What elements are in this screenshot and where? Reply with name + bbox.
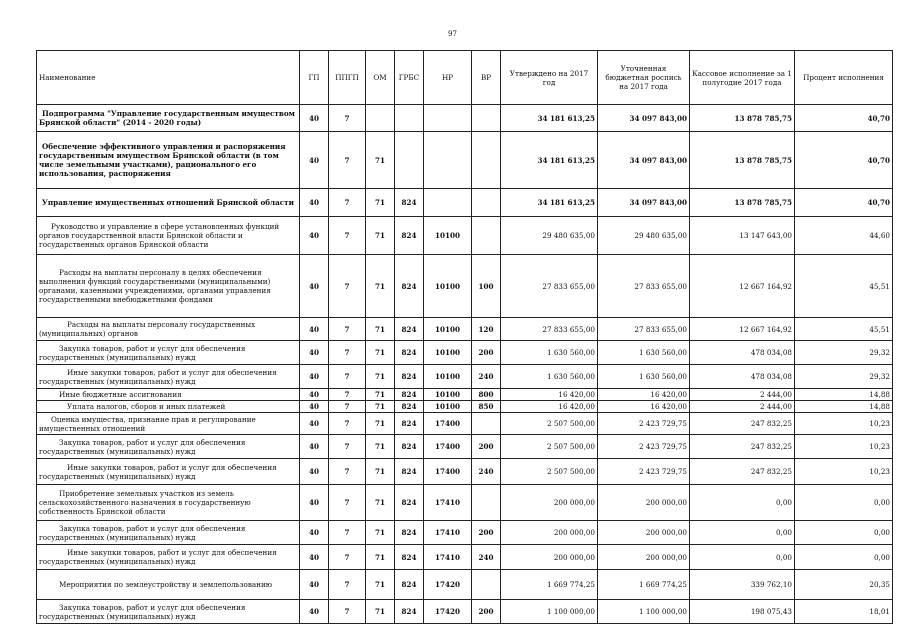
row-cash: 247 832,25 — [690, 435, 795, 459]
row-np: 17400 — [424, 413, 472, 435]
row-refined: 1 630 560,00 — [598, 365, 690, 389]
header-approved: Утверждено на 2017 год — [501, 51, 598, 105]
row-grbs — [395, 105, 424, 132]
row-approved: 200 000,00 — [501, 485, 598, 521]
row-vr — [472, 217, 501, 255]
row-gp: 40 — [300, 189, 329, 217]
row-gp: 40 — [300, 318, 329, 341]
table-row — [37, 435, 893, 459]
table-row — [37, 485, 893, 521]
row-approved: 34 181 613,25 — [501, 189, 598, 217]
row-name: Расходы на выплаты персоналу государственных (муниципальных) органов — [37, 318, 300, 341]
row-grbs: 824 — [395, 255, 424, 318]
row-name: Закупка товаров, работ и услуг для обеспечения государственных (муниципальных) нужд — [37, 435, 300, 459]
row-np: 17420 — [424, 600, 472, 624]
row-gp: 40 — [300, 341, 329, 365]
row-np: 17410 — [424, 521, 472, 545]
budget-execution-table — [36, 50, 893, 624]
row-grbs: 824 — [395, 217, 424, 255]
header-np: НР — [424, 51, 472, 105]
row-om — [366, 105, 395, 132]
row-np: 10100 — [424, 401, 472, 413]
row-grbs: 824 — [395, 341, 424, 365]
row-om: 71 — [366, 255, 395, 318]
header-cash: Кассовое исполнение за 1 полугодие 2017 года — [690, 51, 795, 105]
row-approved: 200 000,00 — [501, 545, 598, 570]
row-vr: 240 — [472, 545, 501, 570]
row-om: 71 — [366, 459, 395, 485]
header-om: ОМ — [366, 51, 395, 105]
row-np — [424, 105, 472, 132]
table-row — [37, 341, 893, 365]
header-percent: Процент исполнения — [795, 51, 893, 105]
header-name: Наименование — [37, 51, 300, 105]
row-refined: 200 000,00 — [598, 485, 690, 521]
row-gp: 40 — [300, 545, 329, 570]
row-np: 10100 — [424, 318, 472, 341]
header-refined: Уточненная бюджетная роспись на 2017 года — [598, 51, 690, 105]
row-vr: 240 — [472, 365, 501, 389]
row-refined: 1 630 560,00 — [598, 341, 690, 365]
row-cash: 13 878 785,75 — [690, 105, 795, 132]
row-np: 17410 — [424, 485, 472, 521]
row-np: 10100 — [424, 217, 472, 255]
row-refined: 16 420,00 — [598, 401, 690, 413]
row-vr: 800 — [472, 389, 501, 401]
row-name: Подпрограмма "Управление государственным имуществом Брянской области" (2014 - 2020 годы) — [37, 105, 300, 132]
header-gp: ГП — [300, 51, 329, 105]
row-om: 71 — [366, 545, 395, 570]
row-refined: 2 423 729,75 — [598, 459, 690, 485]
row-om: 71 — [366, 521, 395, 545]
table-row — [37, 132, 893, 189]
row-grbs: 824 — [395, 318, 424, 341]
row-grbs: 824 — [395, 413, 424, 435]
row-vr: 120 — [472, 318, 501, 341]
row-refined: 200 000,00 — [598, 545, 690, 570]
row-om: 71 — [366, 217, 395, 255]
row-cash: 198 075,43 — [690, 600, 795, 624]
row-np: 17400 — [424, 435, 472, 459]
row-name: Расходы на выплаты персоналу в целях обеспечения выполнения функций государственными (муниципальными) органами, казенными учреждениями, органами управления государственными внебюджетными фондами — [37, 255, 300, 318]
row-ppgp: 7 — [329, 413, 366, 435]
row-ppgp: 7 — [329, 570, 366, 600]
row-vr — [472, 570, 501, 600]
header-ppgp: ППГП — [329, 51, 366, 105]
row-refined: 16 420,00 — [598, 389, 690, 401]
row-approved: 2 507 500,00 — [501, 435, 598, 459]
row-ppgp: 7 — [329, 545, 366, 570]
row-cash: 478 034,08 — [690, 341, 795, 365]
table-header-row — [37, 51, 893, 105]
row-percent: 40,70 — [795, 105, 893, 132]
row-refined: 29 480 635,00 — [598, 217, 690, 255]
row-percent: 10,23 — [795, 459, 893, 485]
row-percent: 29,32 — [795, 341, 893, 365]
row-gp: 40 — [300, 435, 329, 459]
row-percent: 0,00 — [795, 485, 893, 521]
row-approved: 27 833 655,00 — [501, 318, 598, 341]
row-approved: 16 420,00 — [501, 401, 598, 413]
table-row — [37, 545, 893, 570]
table-row — [37, 413, 893, 435]
row-cash: 12 667 164,92 — [690, 318, 795, 341]
row-np: 17400 — [424, 459, 472, 485]
row-vr — [472, 189, 501, 217]
row-cash: 2 444,00 — [690, 389, 795, 401]
table-row — [37, 255, 893, 318]
row-grbs: 824 — [395, 189, 424, 217]
row-cash: 12 667 164,92 — [690, 255, 795, 318]
row-name: Управление имущественных отношений Брянской области — [37, 189, 300, 217]
row-gp: 40 — [300, 521, 329, 545]
table-row — [37, 459, 893, 485]
table-row — [37, 600, 893, 624]
row-approved: 1 100 000,00 — [501, 600, 598, 624]
table-row — [37, 365, 893, 389]
row-name: Закупка товаров, работ и услуг для обеспечения государственных (муниципальных) нужд — [37, 341, 300, 365]
row-cash: 247 832,25 — [690, 413, 795, 435]
row-name: Мероприятия по землеустройству и землепользованию — [37, 570, 300, 600]
row-grbs: 824 — [395, 570, 424, 600]
row-grbs: 824 — [395, 435, 424, 459]
row-name: Руководство и управление в сфере установленных функций органов государственной власти Брянской области и государственных органов Брянской области — [37, 217, 300, 255]
row-cash: 0,00 — [690, 521, 795, 545]
row-vr: 200 — [472, 600, 501, 624]
row-percent: 18,01 — [795, 600, 893, 624]
row-approved: 1 669 774,25 — [501, 570, 598, 600]
row-percent: 44,60 — [795, 217, 893, 255]
row-gp: 40 — [300, 485, 329, 521]
row-gp: 40 — [300, 217, 329, 255]
row-approved: 34 181 613,25 — [501, 105, 598, 132]
row-name: Закупка товаров, работ и услуг для обеспечения государственных (муниципальных) нужд — [37, 600, 300, 624]
page-number: 97 — [448, 30, 457, 38]
row-ppgp: 7 — [329, 365, 366, 389]
table-row — [37, 318, 893, 341]
row-cash: 247 832,25 — [690, 459, 795, 485]
row-gp: 40 — [300, 600, 329, 624]
table-row — [37, 105, 893, 132]
row-np: 10100 — [424, 365, 472, 389]
row-cash: 478 034,08 — [690, 365, 795, 389]
row-ppgp: 7 — [329, 217, 366, 255]
row-refined: 34 097 843,00 — [598, 132, 690, 189]
row-om: 71 — [366, 435, 395, 459]
row-np: 10100 — [424, 255, 472, 318]
row-gp: 40 — [300, 365, 329, 389]
row-refined: 27 833 655,00 — [598, 255, 690, 318]
table-row — [37, 189, 893, 217]
row-refined: 2 423 729,75 — [598, 413, 690, 435]
row-percent: 14,88 — [795, 401, 893, 413]
row-vr — [472, 132, 501, 189]
row-cash: 13 147 643,00 — [690, 217, 795, 255]
row-gp: 40 — [300, 401, 329, 413]
row-grbs — [395, 132, 424, 189]
row-np: 10100 — [424, 341, 472, 365]
row-cash: 13 878 785,75 — [690, 189, 795, 217]
row-refined: 1 669 774,25 — [598, 570, 690, 600]
row-name: Иные бюджетные ассигнования — [37, 389, 300, 401]
header-vr: ВР — [472, 51, 501, 105]
row-gp: 40 — [300, 459, 329, 485]
row-ppgp: 7 — [329, 105, 366, 132]
row-cash: 0,00 — [690, 485, 795, 521]
row-gp: 40 — [300, 132, 329, 189]
table-row — [37, 389, 893, 401]
table-row — [37, 570, 893, 600]
row-om: 71 — [366, 132, 395, 189]
row-refined: 200 000,00 — [598, 521, 690, 545]
row-om: 71 — [366, 600, 395, 624]
row-vr: 200 — [472, 435, 501, 459]
row-np: 10100 — [424, 389, 472, 401]
row-refined: 1 100 000,00 — [598, 600, 690, 624]
row-cash: 13 878 785,75 — [690, 132, 795, 189]
row-om: 71 — [366, 341, 395, 365]
row-percent: 20,35 — [795, 570, 893, 600]
row-np: 17410 — [424, 545, 472, 570]
row-grbs: 824 — [395, 485, 424, 521]
row-vr: 200 — [472, 521, 501, 545]
row-om: 71 — [366, 189, 395, 217]
row-name: Уплата налогов, сборов и иных платежей — [37, 401, 300, 413]
row-cash: 0,00 — [690, 545, 795, 570]
row-om: 71 — [366, 570, 395, 600]
row-ppgp: 7 — [329, 255, 366, 318]
row-ppgp: 7 — [329, 189, 366, 217]
row-vr — [472, 105, 501, 132]
table-row — [37, 401, 893, 413]
row-om: 71 — [366, 485, 395, 521]
row-approved: 34 181 613,25 — [501, 132, 598, 189]
row-name: Оценка имущества, признание прав и регулирование имущественных отношений — [37, 413, 300, 435]
row-vr: 200 — [472, 341, 501, 365]
row-approved: 1 630 560,00 — [501, 341, 598, 365]
row-approved: 29 480 635,00 — [501, 217, 598, 255]
row-approved: 1 630 560,00 — [501, 365, 598, 389]
row-gp: 40 — [300, 570, 329, 600]
row-ppgp: 7 — [329, 318, 366, 341]
row-percent: 40,70 — [795, 189, 893, 217]
row-percent: 0,00 — [795, 545, 893, 570]
row-percent: 29,32 — [795, 365, 893, 389]
header-grbs: ГРБС — [395, 51, 424, 105]
row-approved: 27 833 655,00 — [501, 255, 598, 318]
row-ppgp: 7 — [329, 600, 366, 624]
row-cash: 2 444,00 — [690, 401, 795, 413]
row-name: Иные закупки товаров, работ и услуг для обеспечения государственных (муниципальных) нужд — [37, 459, 300, 485]
row-vr — [472, 485, 501, 521]
row-approved: 2 507 500,00 — [501, 413, 598, 435]
row-refined: 34 097 843,00 — [598, 189, 690, 217]
row-np — [424, 189, 472, 217]
row-np — [424, 132, 472, 189]
row-refined: 27 833 655,00 — [598, 318, 690, 341]
row-ppgp: 7 — [329, 132, 366, 189]
row-name: Приобретение земельных участков из земель сельскохозяйственного назначения в государственную собственность Брянской области — [37, 485, 300, 521]
table-row — [37, 521, 893, 545]
row-gp: 40 — [300, 255, 329, 318]
row-refined: 34 097 843,00 — [598, 105, 690, 132]
row-name: Иные закупки товаров, работ и услуг для обеспечения государственных (муниципальных) нужд — [37, 545, 300, 570]
row-ppgp: 7 — [329, 435, 366, 459]
row-refined: 2 423 729,75 — [598, 435, 690, 459]
row-ppgp: 7 — [329, 341, 366, 365]
row-vr: 100 — [472, 255, 501, 318]
row-percent: 45,51 — [795, 318, 893, 341]
row-gp: 40 — [300, 389, 329, 401]
row-ppgp: 7 — [329, 459, 366, 485]
row-percent: 10,23 — [795, 435, 893, 459]
row-ppgp: 7 — [329, 485, 366, 521]
row-grbs: 824 — [395, 600, 424, 624]
row-om: 71 — [366, 389, 395, 401]
row-grbs: 824 — [395, 389, 424, 401]
row-om: 71 — [366, 413, 395, 435]
table-row — [37, 217, 893, 255]
row-vr — [472, 413, 501, 435]
row-cash: 339 762,10 — [690, 570, 795, 600]
row-ppgp: 7 — [329, 521, 366, 545]
row-name: Закупка товаров, работ и услуг для обеспечения государственных (муниципальных) нужд — [37, 521, 300, 545]
row-np: 17420 — [424, 570, 472, 600]
row-grbs: 824 — [395, 459, 424, 485]
row-percent: 40,70 — [795, 132, 893, 189]
row-vr: 240 — [472, 459, 501, 485]
row-name: Обеспечение эффективного управления и распоряжения государственным имуществом Брянской области (в том числе земельными участками), рационального его использования, распоряжения — [37, 132, 300, 189]
row-om: 71 — [366, 365, 395, 389]
row-vr: 850 — [472, 401, 501, 413]
row-grbs: 824 — [395, 365, 424, 389]
row-grbs: 824 — [395, 545, 424, 570]
row-approved: 16 420,00 — [501, 389, 598, 401]
row-percent: 0,00 — [795, 521, 893, 545]
row-gp: 40 — [300, 413, 329, 435]
row-percent: 14,88 — [795, 389, 893, 401]
row-grbs: 824 — [395, 521, 424, 545]
row-om: 71 — [366, 401, 395, 413]
row-percent: 45,51 — [795, 255, 893, 318]
row-om: 71 — [366, 318, 395, 341]
row-name: Иные закупки товаров, работ и услуг для обеспечения государственных (муниципальных) нужд — [37, 365, 300, 389]
row-grbs: 824 — [395, 401, 424, 413]
row-ppgp: 7 — [329, 389, 366, 401]
row-approved: 200 000,00 — [501, 521, 598, 545]
row-gp: 40 — [300, 105, 329, 132]
row-ppgp: 7 — [329, 401, 366, 413]
row-percent: 10,23 — [795, 413, 893, 435]
row-approved: 2 507 500,00 — [501, 459, 598, 485]
